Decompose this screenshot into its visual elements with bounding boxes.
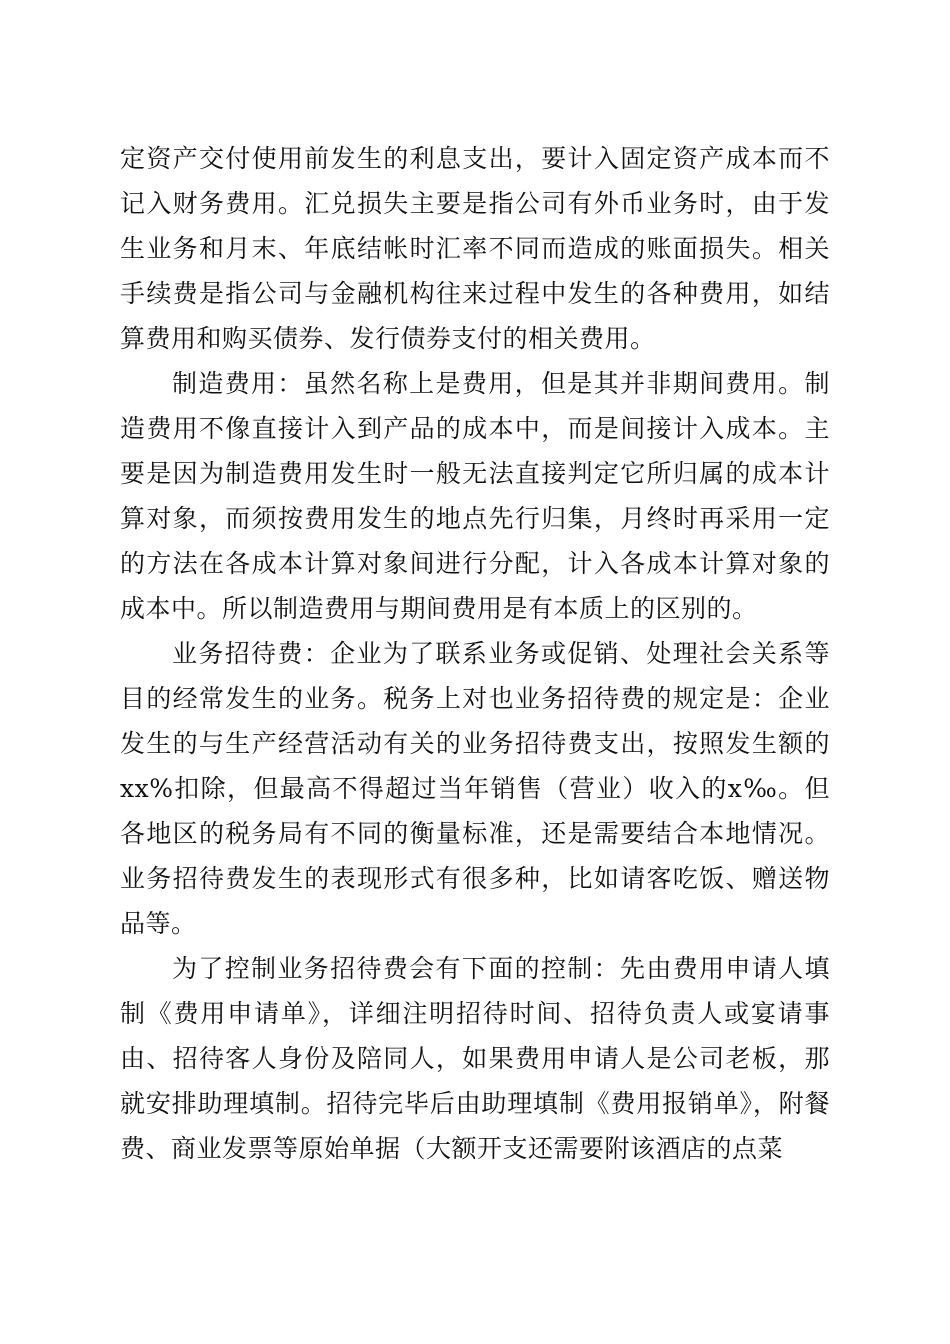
paragraph-interest-and-exchange-loss: 定资产交付使用前发生的利息支出，要计入固定资产成本而不记入财务费用。汇兑损失主要是指公司有外币业务时，由于发生业务和月末、年底结帐时汇率不同而造成的账面损失。相关手续费是指公司与金融机构往来过程中发生的各种费用，如结算费用和购买债券、发行债券支付的相关费用。 — [120, 144, 830, 353]
paragraph-business-entertainment: 业务招待费：企业为了联系业务或促销、处理社会关系等目的经常发生的业务。税务上对也业务招待费的规定是：企业发生的与生产经营活动有关的业务招待费支出，按照发生额的xx%扣除，但最高不得超过当年销售（营业）收入的x‰。但各地区的税务局有不同的衡量标准，还是需要结合本地情况。业务招待费发生的表现形式有很多种，比如请客吃饭、赠送物品等。 — [120, 639, 830, 938]
document-body — [120, 136, 830, 1171]
paragraph-entertainment-control: 为了控制业务招待费会有下面的控制：先由费用申请人填制《费用申请单》，详细注明招待时间、招待负责人或宴请事由、招待客人身份及陪同人，如果费用申请人是公司老板，那就安排助理填制。招待完毕后由助理填制《费用报销单》，附餐费、商业发票等原始单据（大额开支还需要附该酒店的点菜 — [120, 954, 830, 1163]
paragraph-manufacturing-overhead: 制造费用：虽然名称上是费用，但是其并非期间费用。制造费用不像直接计入到产品的成本中，而是间接计入成本。主要是因为制造费用发生时一般无法直接判定它所归属的成本计算对象，而须按费用发生的地点先行归集，月终时再采用一定的方法在各成本计算对象间进行分配，计入各成本计算对象的成本中。所以制造费用与期间费用是有本质上的区别的。 — [120, 369, 830, 623]
